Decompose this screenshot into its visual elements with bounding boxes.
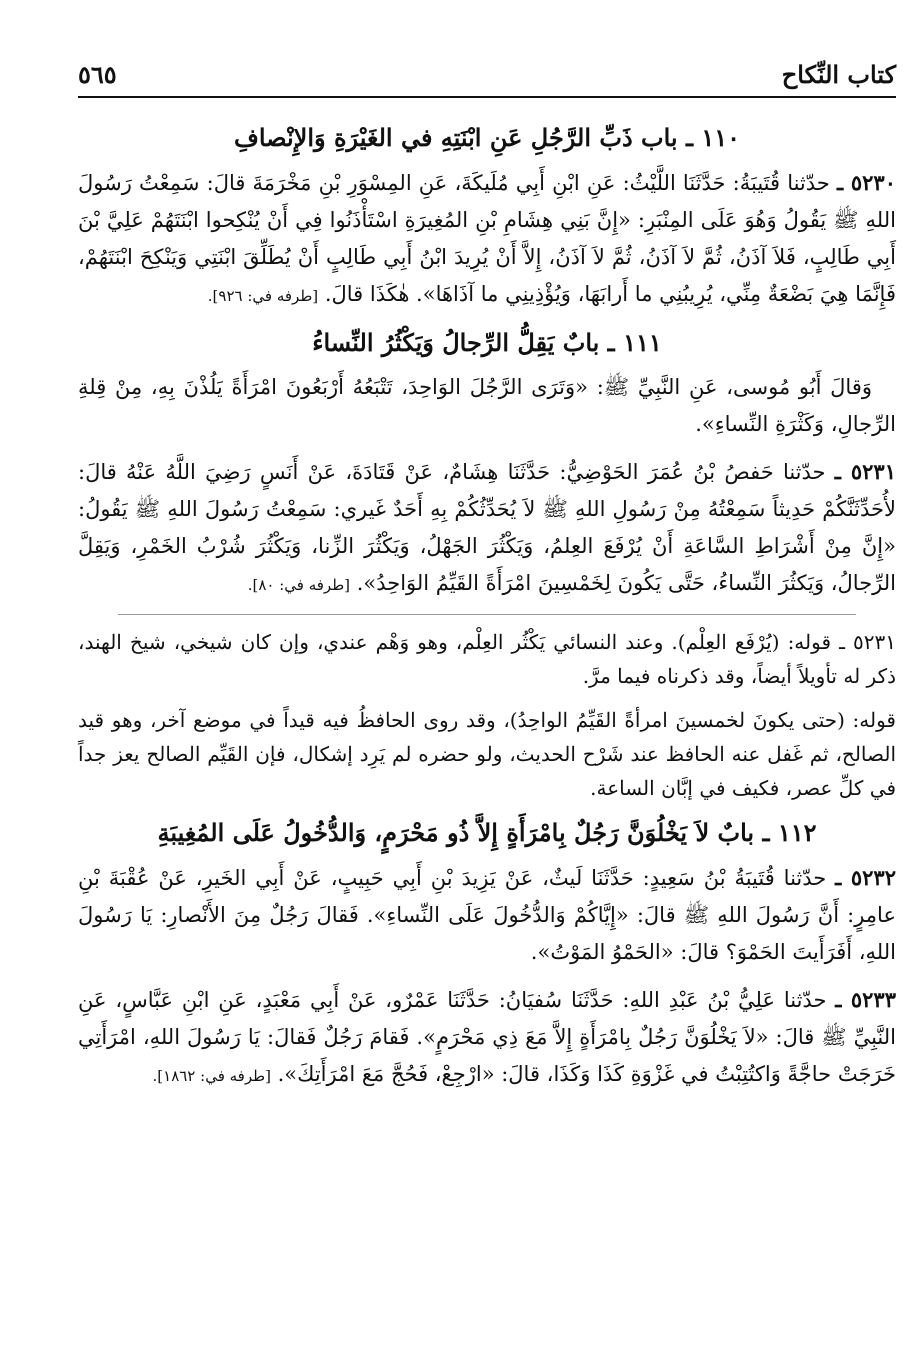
hadith-paragraph [78,164,896,315]
commentary-separator [118,614,856,615]
hadith-number: ٥٢٣١ ـ [834,459,896,484]
chapter-heading: ١١٠ ـ باب ذَبِّ الرَّجُلِ عَنِ ابْنَتِهِ في الغَيْرَةِ وَالإِنْصافِ [233,123,740,152]
page-number: ٥٦٥ [78,60,117,89]
page-header [78,58,896,94]
commentary-paragraph: قوله: (حتى يكونَ لخمسينَ امرأةً القَيِّمُ الواحِدُ)، وقد روى الحافظُ فيه قيداً في موضع آخر، وهو قيد الصالح، ثم غَفل عنه الحافظ عند شَرْح الحديث، ولو حضره لم يَرِد إشكال، فإن القَيِّم الصالح يعز جداً في كلِّ عصر، فكيف في إبَّان الساعة. [78,708,896,800]
commentary-paragraph: ٥٢٣١ ـ قوله: (يُرْفَع العِلْم). وعند النسائي يَكْثُر العِلْم، وهو وَهْم عندي، وإن كان شيخي، شيخ الهند، ذكر له تأويلاً أيضاً، وقد ذكرناه فيما مرَّ. [78,630,896,688]
hadith-text: حدّثنا عَلِيُّ بْنُ عَبْدِ اللهِ: حَدَّثَنَا سُفيَانُ: حَدَّثَنَا عَمْرٌو، عَنْ أَبِي مَعْبَدٍ، عَنِ ابْنِ عَبَّاسٍ، عَنِ النَّبِيِّ ﷺ قالَ: «لاَ يَخْلُوَنَّ رَجُلٌ بِامْرَأَةٍ إِلاَّ مَعَ ذِي مَحْرَمٍ». فَقامَ رَجُلٌ فَقالَ: يَا رَسُولَ اللهِ، امْرَأَتِي خَرَجَتْ حاجَّةً وَاكتُتِبْتُ في غَزْوَةِ كَذَا وَكَذَا، قالَ: «ارْجِعْ، فَحُجَّ مَعَ امْرَأَتِكَ». [78,988,896,1086]
header-rule [78,96,896,98]
hadith-paragraph [78,859,896,971]
hadith-number: ٥٢٣٠ ـ [836,170,896,195]
page-body [78,114,896,1105]
hadith-text: حدّثنا قُتَيبَةُ: حَدَّثَنَا اللَّيْثُ: عَنِ ابْنِ أَبِي مُلَيكَةَ، عَنِ المِسْوَرِ بْنِ مَخْرَمَةَ قالَ: سَمِعْتُ رَسُولَ اللهِ ﷺ يَقُولُ وَهُوَ عَلَى المِنْبَرِ: «إِنَّ بَنِي هِشَامِ بْنِ المُغِيرَةِ اسْتَأْذَنُوا فِي أَنْ يُنْكِحوا ابْنَتَهُمْ عَلِيَّ بْنَ أَبِي طَالِبٍ، فَلاَ آذَنُ، ثُمَّ لاَ آذَنُ، ثُمَّ لاَ آذَنُ، إِلاَّ أَنْ يُرِيدَ ابْنُ أَبِي طَالِبٍ أَنْ يُطَلِّقَ ابْنَتِي وَيَنْكِحَ ابْنَتَهُمْ، فَإِنَّمَا هِيَ بَضْعَةٌ مِنِّي، يُرِيبُنِي ما أَرابَهَا، وَيُؤْذِينِي ما آذَاهَا». هٰكَذَا قالَ. [78,171,896,306]
chapter-heading: ١١٢ ـ بابٌ لاَ يَخْلُوَنَّ رَجُلٌ بِامْرَأَةٍ إِلاَّ ذُو مَحْرَمٍ، وَالدُّخُولُ عَلَى المُغِيبَةِ [157,818,817,847]
cross-reference: [طرفه في: ١٨٦٢]. [152,1067,271,1085]
hadith-paragraph [78,369,896,443]
book-title: كتاب النِّكاح [781,60,896,89]
hadith-number: ٥٢٣٣ ـ [835,987,896,1012]
chapter-heading: ١١١ ـ بابٌ يَقِلُّ الرِّجالُ وَيَكْثُرُ النِّساءُ [312,328,662,357]
hadith-text: حدّثنا حَفصُ بْنُ عُمَرَ الحَوْضِيُّ: حَدَّثَنَا هِشَامٌ، عَنْ قَتَادَةَ، عَنْ أَنَسٍ رَضِيَ اللَّهُ عَنْهُ قالَ: لأُحَدِّثَنَّكُمْ حَدِيثاً سَمِعْتُهُ مِنْ رَسُولِ اللهِ ﷺ لاَ يُحَدِّثُكُمْ بِهِ أَحَدٌ غَيري: سَمِعْتُ رَسُولَ اللهِ ﷺ يَقُولُ: «إِنَّ مِنْ أَشْرَاطِ السَّاعَةِ أَنْ يُرْفَعَ العِلمُ، وَيَكْثُرَ الجَهْلُ، وَيَكْثُرَ الزِّنا، وَيَكْثُرَ شُرْبُ الخَمْرِ، وَيَقِلَّ الرِّجالُ، وَيَكثُرَ النِّساءُ، حَتَّى يَكُونَ لِخَمْسِينَ امْرَأَةً القَيِّمُ الوَاحِدُ». [78,460,896,595]
cross-reference: [طرفه في: ٩٢٦]. [207,287,319,305]
hadith-text: وَقالَ أَبُو مُوسى، عَنِ النَّبِيِّ ﷺ: «وَتَرَى الرَّجُلَ الوَاحِدَ، تَتْبَعُهُ أَرْبَعُونَ امْرَأَةً يَلُذْنَ بِهِ، مِنْ قِلةِ الرِّجالِ، وَكَثْرَةِ النِّساءِ». [78,375,896,436]
cross-reference: [طرفه في: ٨٠]. [247,576,350,594]
hadith-text: حدّثنا قُتَيبَةُ بْنُ سَعِيدٍ: حَدَّثَنَا لَيثٌ، عَنْ يَزِيدَ بْنِ أَبِي حَبِيبٍ، عَنْ أَبِي الخَيرِ، عَنْ عُقْبَةَ بْنِ عامِرٍ: أَنَّ رَسُولَ اللهِ ﷺ قالَ: «إِيَّاكُمْ وَالدُّخُولَ عَلَى النِّساءِ». فَقالَ رَجُلٌ مِنَ الأَنْصارِ: يَا رَسُولَ اللهِ، أَفَرَأَيتَ الحَمْوَ؟ قالَ: «الحَمْوُ المَوْتُ». [78,866,896,964]
hadith-paragraph [78,981,896,1095]
hadith-paragraph [78,453,896,604]
hadith-number: ٥٢٣٢ ـ [835,865,896,890]
